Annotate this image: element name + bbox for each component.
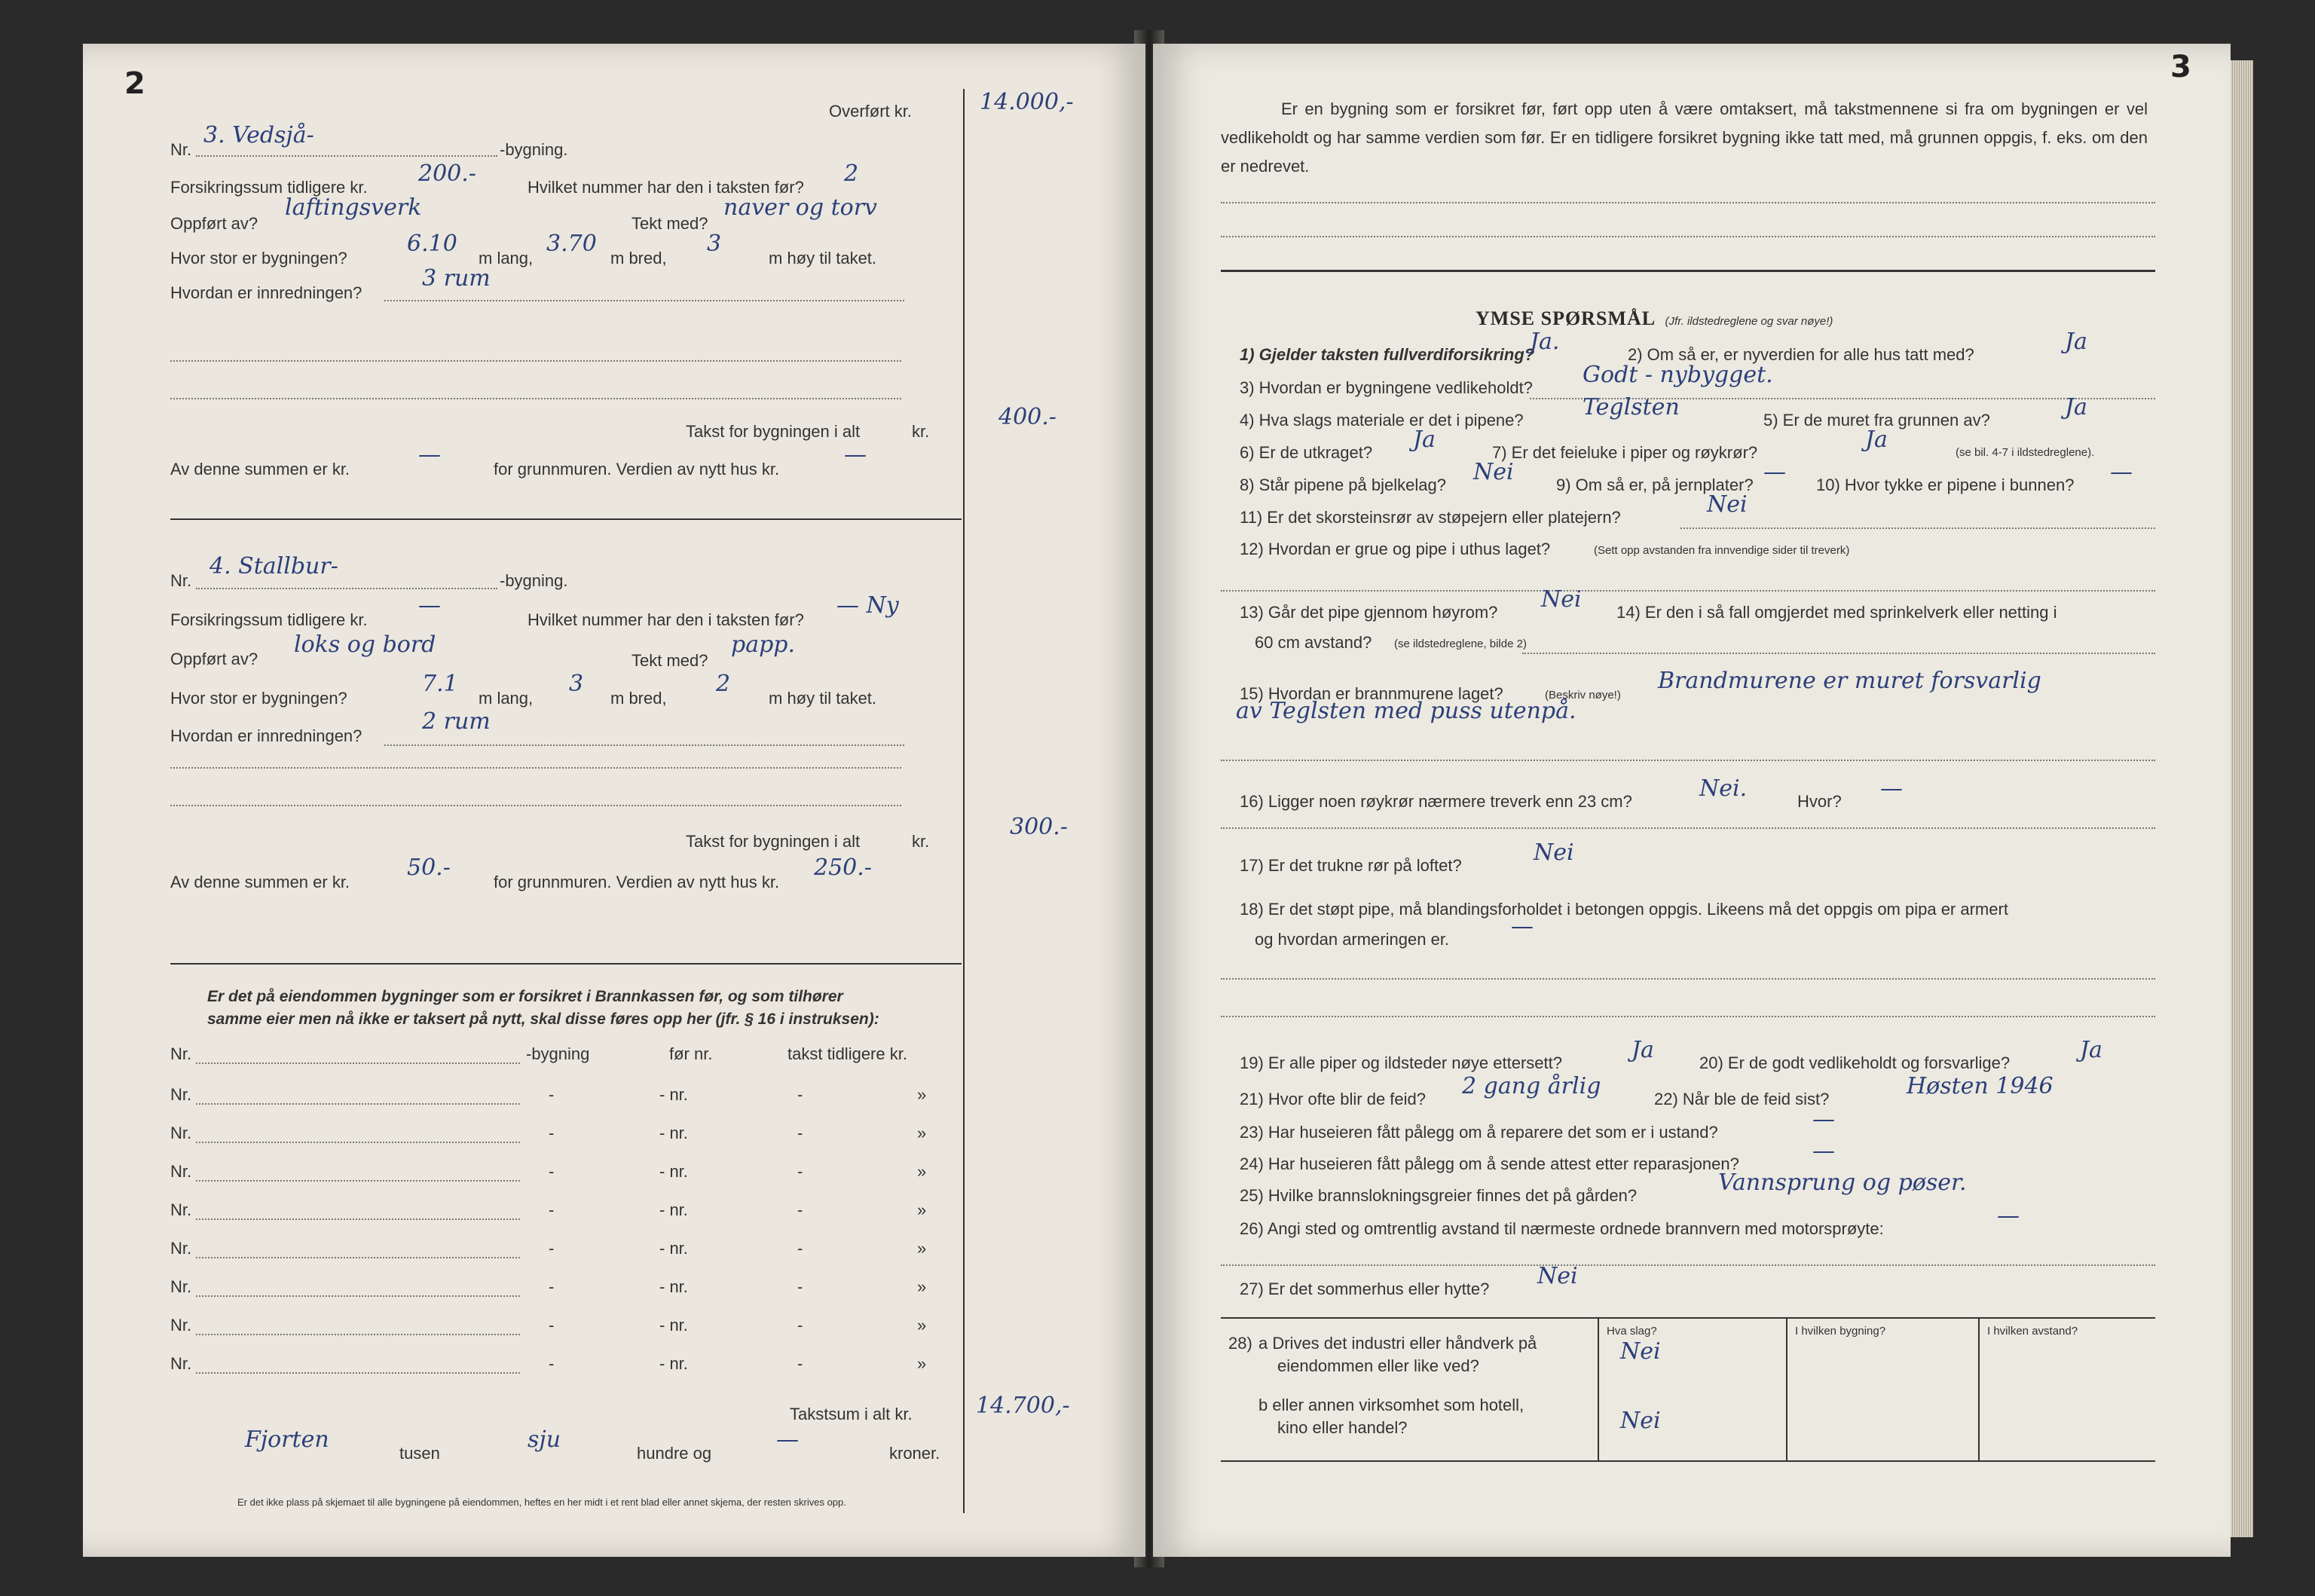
intro-text: Er en bygning som er forsikret før, ført opp uten å være omtaksert, må takstmennene si fra om bygningen er vel vedlikeholdt og har samme verdien som før. Er en tidligere forsikret bygning ikke tatt med, må grunnen oppgis, f. eks. om den er nedrevet. [1221,99,2148,176]
table-row-dash: - [797,1239,803,1258]
q18-line-1 [1221,978,2155,980]
a8: Nei [1473,459,1514,485]
b2-tekt-value: papp. [731,631,796,658]
q28-col-bygning: I hvilken bygning? [1795,1325,1886,1338]
table-row-dash: - [797,1124,803,1142]
b1-tekt-value: naver og torv [723,194,877,221]
q28-col-divider-1 [1598,1317,1599,1460]
q2: 2) Om så er, er nyverdien for alle hus tatt med? [1628,345,1974,364]
table-row-for-nr: - nr. [659,1316,688,1335]
q8: 8) Står pipene på bjelkelag? [1240,475,1446,494]
q18-line-2 [1221,1016,2155,1017]
takstsum-value: 14.700,- [976,1393,1070,1419]
q28a-line1: a Drives det industri eller håndverk på [1258,1334,1537,1353]
b2-forsikringssum-value: — [418,592,441,619]
table-header-nr: Nr. [170,1044,192,1063]
table-row-bygning: - [549,1085,555,1104]
b1-blank-line-1 [170,360,901,362]
b1-bred-value: 3.70 [546,231,597,257]
right-page [1153,44,2231,1557]
table-row-quote: » [917,1277,927,1296]
b2-hvilket-label: Hvilket nummer har den i taksten før? [528,610,804,629]
q11: 11) Er det skorsteinsrør av støpejern eller platejern? [1240,508,1621,527]
overfort-label: Overført kr. [829,102,912,121]
b2-separator [170,963,962,965]
table-row-quote: » [917,1239,927,1258]
a23: — [1812,1106,1835,1133]
b1-nr-value: 3. Vedsjå- [203,122,314,148]
q14-note: (se ildstedreglene, bilde 2) [1394,637,1527,650]
b1-tekt-label: Tekt med? [632,214,708,233]
a2: Ja [2065,329,2087,355]
sum-kroner-value: — [776,1426,799,1453]
table-row-quote: » [917,1162,927,1181]
b2-nr-label: Nr. [170,571,192,590]
table-row-dash: - [797,1354,803,1373]
b1-oppfort-label: Oppført av? [170,214,258,233]
b1-grunnmur-label1: Av denne summen er kr. [170,460,350,478]
table-row-for-nr: - nr. [659,1277,688,1296]
b2-innredning-line [384,744,904,746]
b1-storrelse-label: Hvor stor er bygningen? [170,249,347,268]
q22: 22) Når ble de feid sist? [1654,1090,1830,1108]
table-row-bygning: - [549,1162,555,1181]
q1: 1) Gjelder taksten fullverdiforsikring? [1240,345,1535,364]
table-row-for-nr: - nr. [659,1354,688,1373]
q28-col-hva-slag: Hva slag? [1607,1325,1657,1338]
a11: Nei [1707,491,1748,518]
table-row-bygning: - [549,1124,555,1142]
b2-takst-value: 300.- [1010,814,1068,840]
b1-forsikringssum-value: 200.- [418,161,476,187]
table-row-line [196,1295,520,1297]
table-row-bygning: - [549,1277,555,1296]
q17: 17) Er det trukne rør på loftet? [1240,856,1462,875]
q28-number: 28) [1228,1334,1252,1353]
b2-lang-label: m lang, [479,689,534,708]
table-row-dash: - [797,1277,803,1296]
table-row-nr: Nr. [170,1277,192,1296]
b1-oppfort-value: laftingsverk [285,194,422,221]
a17: Nei [1534,839,1574,866]
intro-line-1 [1221,202,2155,203]
q28-bottom-line [1221,1460,2155,1462]
a27: Nei [1537,1263,1578,1289]
a28b: Nei [1620,1408,1661,1434]
q26: 26) Angi sted og omtrentlig avstand til nærmeste ordnede brannvern med motorsprøyte: [1240,1219,1884,1238]
q24: 24) Har huseieren fått pålegg om å sende attest etter reparasjonen? [1240,1154,1739,1173]
b2-hoy-value: 2 [716,671,731,697]
table-header-for-nr: før nr. [669,1044,713,1063]
footer-note: Er det ikke plass på skjemaet til alle bygningene på eiendommen, heftes en her midt i et rent blad eller annet skjema, der resten skrives opp. [237,1497,846,1508]
table-row-for-nr: - nr. [659,1200,688,1219]
b2-hoy-label: m høy til taket. [769,689,877,708]
b1-innredning-line [384,300,904,301]
b2-nytt-value: 250.- [814,855,872,881]
intro-line-2 [1221,236,2155,237]
table-row-nr: Nr. [170,1354,192,1373]
table-row-dash: - [797,1316,803,1335]
q27: 27) Er det sommerhus eller hytte? [1240,1280,1490,1298]
q16-line [1221,827,2155,829]
table-row-quote: » [917,1354,927,1373]
takstsum-label: Takstsum i alt kr. [790,1405,913,1423]
a24: — [1812,1138,1835,1164]
q19: 19) Er alle piper og ildsteder nøye ettersett? [1240,1053,1563,1072]
b1-lang-label: m lang, [479,249,534,268]
q23: 23) Har huseieren fått pålegg om å reparere det som er i ustand? [1240,1123,1718,1142]
page-edges [2231,60,2253,1537]
table-row-nr: Nr. [170,1124,192,1142]
b2-nr-value: 4. Stallbur- [209,553,338,579]
table-row-line [196,1142,520,1143]
q15-line [1221,760,2155,761]
table-row-bygning: - [549,1239,555,1258]
table-row-quote: » [917,1200,927,1219]
b1-bygning: -bygning. [500,140,568,159]
overfort-value: 14.000,- [980,89,1074,115]
table-row-dash: - [797,1162,803,1181]
sum-kroner-label: kroner. [889,1444,940,1463]
q5: 5) Er de muret fra grunnen av? [1763,411,1990,430]
left-page [83,44,1145,1557]
b2-bygning: -bygning. [500,571,568,590]
sum-hundre-value: sju [528,1426,561,1453]
a3: Godt - nybygget. [1583,362,1773,388]
b1-nytt-value: — [844,442,867,468]
b2-blank-line-2 [170,805,901,806]
a20: Ja [2080,1037,2102,1063]
q28-col-divider-3 [1978,1317,1980,1460]
q15-note: (Beskriv nøye!) [1545,689,1621,702]
a5: Ja [2065,394,2087,420]
q25: 25) Hvilke brannslokningsgreier finnes det på gården? [1240,1186,1638,1205]
b1-nr-line [196,155,497,157]
b2-takst-kr: kr. [912,832,930,851]
b2-innredning-value: 2 rum [422,708,491,735]
q28a-line2: eiendommen eller like ved? [1277,1356,1479,1375]
b1-hoy-label: m høy til taket. [769,249,877,268]
ymse-heading: YMSE SPØRSMÅL [1476,307,1656,329]
b2-tekt-label: Tekt med? [632,651,708,670]
b2-bred-label: m bred, [610,689,667,708]
table-row-bygning: - [549,1354,555,1373]
b1-separator [170,518,962,520]
table-row-for-nr: - nr. [659,1162,688,1181]
sum-tusen-value: Fjorten [245,1426,329,1453]
q15: 15) Hvordan er brannmurene laget? [1240,684,1503,703]
q4: 4) Hva slags materiale er det i pipene? [1240,411,1524,430]
b2-takst-label: Takst for bygningen i alt [686,832,861,851]
b2-bred-value: 3 [569,671,584,697]
b2-oppfort-label: Oppført av? [170,650,258,668]
b2-hvilket-value: — Ny [836,592,899,619]
table-header-takst: takst tidligere kr. [787,1044,907,1063]
table-row-for-nr: - nr. [659,1085,688,1104]
page-number-left: 2 [124,66,145,101]
q12-line [1221,590,2155,592]
a18: — [1511,913,1534,940]
a16b: — [1880,775,1903,802]
table-row-line [196,1218,520,1220]
a7: Ja [1865,427,1888,453]
q20: 20) Er de godt vedlikeholdt og forsvarlige? [1699,1053,2011,1072]
table-row-nr: Nr. [170,1085,192,1104]
q10: 10) Hvor tykke er pipene i bunnen? [1816,475,2075,494]
q28-col-divider-2 [1786,1317,1787,1460]
table-row-dash: - [797,1200,803,1219]
q14-line [1522,653,2155,654]
table-row-nr: Nr. [170,1239,192,1258]
a16: Nei. [1699,775,1748,802]
intro-separator [1221,270,2155,272]
b1-hvilket-value: 2 [844,161,859,187]
q12: 12) Hvordan er grue og pipe i uthus laget? [1240,540,1551,558]
brannkassen-note: Er det på eiendommen bygninger som er forsikret i Brannkassen før, og som tilhører samme eier men nå ikke er taksert på nytt, skal disse føres opp her (jfr. § 16 i instruksen): [207,988,879,1028]
q11-line [1680,527,2155,529]
b1-lang-value: 6.10 [407,231,457,257]
ymse-heading-row [1476,307,1833,330]
b1-takst-kr: kr. [912,422,930,441]
q14b: 60 cm avstand? [1255,633,1372,652]
q28-col-avstand: I hvilken avstand? [1987,1325,2078,1338]
a4: Teglsten [1583,394,1680,420]
page-number-right: 3 [2170,50,2191,84]
q12-note: (Sett opp avstanden fra innvendige sider til treverk) [1594,544,1850,557]
b1-takst-value: 400.- [998,404,1057,430]
q16b: Hvor? [1797,792,1842,811]
b2-grunnmur-label1: Av denne summen er kr. [170,873,350,891]
a9: — [1763,459,1786,485]
b1-takst-label: Takst for bygningen i alt [686,422,861,441]
a25: Vannsprung og pøser. [1718,1169,1967,1196]
b2-storrelse-label: Hvor stor er bygningen? [170,689,347,708]
q13: 13) Går det pipe gjennom høyrom? [1240,603,1498,622]
b1-hoy-value: 3 [707,231,722,257]
b2-blank-line-1 [170,767,901,769]
q28b-line1: b eller annen virksomhet som hotell, [1258,1396,1524,1414]
table-row-line [196,1257,520,1258]
sum-hundre-label: hundre og [637,1444,712,1463]
q21: 21) Hvor ofte blir de feid? [1240,1090,1427,1108]
q16: 16) Ligger noen røykrør nærmere treverk enn 23 cm? [1240,792,1632,811]
table-header-bygning: -bygning [526,1044,590,1063]
q26-line [1221,1264,2155,1266]
table-row-for-nr: - nr. [659,1239,688,1258]
b1-innredning-value: 3 rum [422,265,491,292]
a28a: Nei [1620,1338,1661,1365]
table-row-quote: » [917,1316,927,1335]
a1: Ja. [1530,329,1560,355]
q6: 6) Er de utkraget? [1240,443,1373,462]
a19: Ja [1632,1037,1654,1063]
table-row-line [196,1372,520,1374]
b2-grunnmur-value: 50.- [407,855,451,881]
q7-note: (se bil. 4-7 i ildstedreglene). [1956,446,2095,459]
a13: Nei [1541,586,1582,613]
a6: Ja [1413,427,1436,453]
table-row-nr: Nr. [170,1162,192,1181]
q28-top-line [1221,1317,2155,1319]
q7: 7) Er det feieluke i piper og røykrør? [1492,443,1758,462]
sum-tusen-label: tusen [399,1444,440,1463]
table-row-quote: » [917,1085,927,1104]
a15a: Brandmurene er muret forsvarlig [1658,668,2041,694]
b1-grunnmur-label2: for grunnmuren. Verdien av nytt hus kr. [494,460,780,478]
b1-forsikringssum-label: Forsikringssum tidligere kr. [170,178,368,197]
table-row-line [196,1334,520,1335]
table-row-nr: Nr. [170,1316,192,1335]
q28b-line2: kino eller handel? [1277,1418,1408,1437]
table-header-line [196,1062,520,1064]
table-row-dash: - [797,1085,803,1104]
q3: 3) Hvordan er bygningene vedlikeholdt? [1240,378,1533,397]
q9: 9) Om så er, på jernplater? [1556,475,1754,494]
b2-oppfort-value: loks og bord [294,631,436,658]
b1-grunnmur-value: — [418,442,441,468]
table-row-quote: » [917,1124,927,1142]
b1-bred-label: m bred, [610,249,667,268]
table-row-bygning: - [549,1316,555,1335]
a22: Høsten 1946 [1907,1073,2054,1099]
q18: 18) Er det støpt pipe, må blandingsforholdet i betongen oppgis. Likeens må det oppgis om pipa er armert [1240,900,2008,919]
table-row-nr: Nr. [170,1200,192,1219]
b2-forsikringssum-label: Forsikringssum tidligere kr. [170,610,368,629]
b1-hvilket-label: Hvilket nummer har den i taksten før? [528,178,804,197]
a21: 2 gang årlig [1462,1073,1601,1099]
a15b: av Teglsten med puss utenpå. [1236,698,1576,724]
table-row-line [196,1180,520,1182]
b2-innredning-label: Hvordan er innredningen? [170,726,362,745]
b1-nr-label: Nr. [170,140,192,159]
q18b: og hvordan armeringen er. [1255,930,1450,949]
b2-nr-line [196,588,497,589]
table-row-bygning: - [549,1200,555,1219]
b1-blank-line-2 [170,398,901,399]
table-row-for-nr: - nr. [659,1124,688,1142]
b2-grunnmur-label2: for grunnmuren. Verdien av nytt hus kr. [494,873,780,891]
a10: — [2110,459,2133,485]
table-row-line [196,1103,520,1105]
amount-column-divider [963,89,965,1513]
a26: — [1997,1203,2020,1229]
q14: 14) Er den i så fall omgjerdet med sprinkelverk eller netting i [1616,603,2057,622]
ymse-heading-note: (Jfr. ildstedreglene og svar nøye!) [1665,315,1833,328]
b2-lang-value: 7.1 [422,671,458,697]
b1-innredning-label: Hvordan er innredningen? [170,283,362,302]
